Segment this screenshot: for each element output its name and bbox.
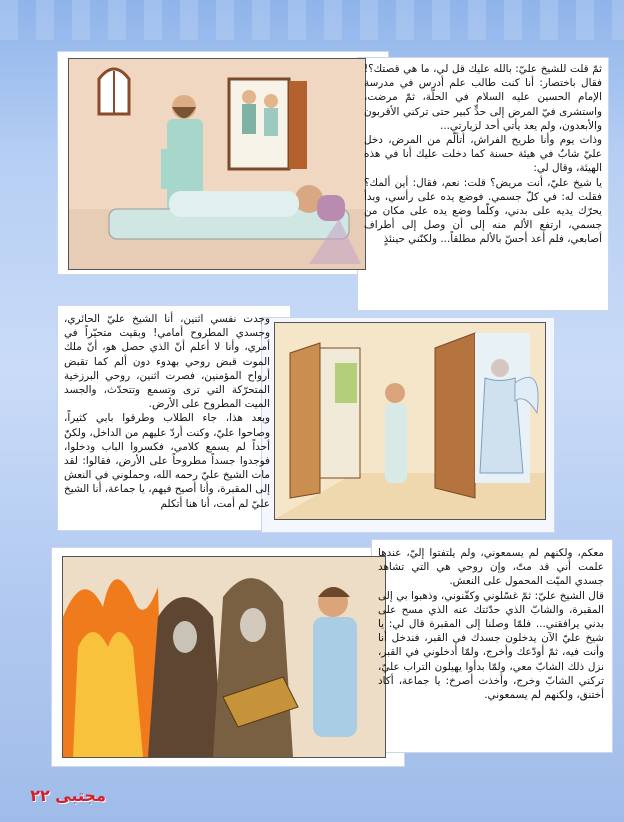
text-block-top-right: [364, 62, 602, 308]
text-block-middle-left: [64, 312, 270, 528]
paragraph-story-part-1: ثمّ قلت للشيخ عليّ: بالله عليك قل لي، ما هي قصتك؟! فقال باختصار: أنا كنت طالب علم أدرس في مدرسة الإمام الحسين عليه السلام في الحلّة، ثمّ مرضت، واستشرى فيّ المرض إلى حدٍّ كبير حتى تركني الأقربون والأبعدون، ولم يعد يأتي أحد لزيارتي... وذات يوم وأنا طريح الفراش، أتألّم من المرض، دخل عليّ شابٌ في هيئة حسنة كما دخلت عليك أنا في هذه الهيئة، وقال لي: يا شيخ عليّ، أنت مريض؟ قلت: نعم، فقال: أين ألمك؟ فقلت له: في كلّ جسمي. فوضع يده على رأسي، وبدأ يحرّك يديه على بدني، وكلّما وضع يده على مكان من جسمي، ارتفع الألم منه إلى أن وصل إلى أطراف أصابعي، فلم أعد أحسّ بالألم مطلقاً... ولكنّني حينئذٍ: [364, 63, 602, 246]
decorative-top-strip: [0, 0, 624, 40]
magazine-logo: مجتبى ٢٢: [30, 786, 106, 805]
illustration-top: [68, 58, 366, 270]
text-block-bottom-right: [378, 546, 604, 748]
paragraph-story-part-3: معكم، ولكنهم لم يسمعوني، ولم يلتفتوا إليّ، عندها علمت أني قد متّ، وإن روحي هي التي تشاهد جسدي الميّت المحمول على النعش. قال الشيخ عليّ: ثمّ غسّلوني وكفّنوني، وذهبوا بي إلى المقبرة، والشابّ الذي حدّثتك عنه الذي مسح على بدني يرافقني... فلمّا وصلنا إلى المقبرة قال لي: يا شيخ عليّ الآن يدخلون جسدك في القبر، فندخل أنا وأنت فيه، ثمّ أودّعك وأخرج، ولمّا أدخلوني في القبر، نزل ذلك الشابّ معي، ولمّا بدأوا يهيلون التراب عليّ، تركني الشابّ وخرج، وأخذت أصرخ: يا جماعة، أكاد أختنق، ولكنهم لم يسمعوني.: [378, 547, 604, 702]
illustration-bottom: [62, 556, 386, 758]
illustration-middle: [274, 322, 546, 520]
paragraph-story-part-2: وجدت نفسي اثنين، أنا الشيخ عليّ الحائري، وجسدي المطروح أمامي! وبقيت متحيّراً في أمري، وأنا لا أعلم أنّ الذي حصل هو، أنّ ملك الموت قبض روحي بهدوء دون ألم كما تقبض أرواح المؤمنين، فصرت اثنين، روحي البرزخية المتحرّكة التي ترى وتسمع وتتحدّث، والجسد الميت المطروح على الأرض. وبعد هذا، جاء الطلاب وطرقوا بابي كثيراً، وصاحوا عليّ، وكنت أردّ عليهم من الداخل، ولكنّ أحداً لم يسمع كلامي، فكسروا الباب ودخلوا، فوجدوا جسداً مطروحاً على الأرض، فقالوا: لقد مات الشيخ عليّ رحمه الله، وحملوني في النعش إلى المقبرة، وأنا أصيح فيهم، يا جماعة، أنا الشيخ عليّ لم أمت، أنا هنا أتكلم: [64, 313, 270, 510]
